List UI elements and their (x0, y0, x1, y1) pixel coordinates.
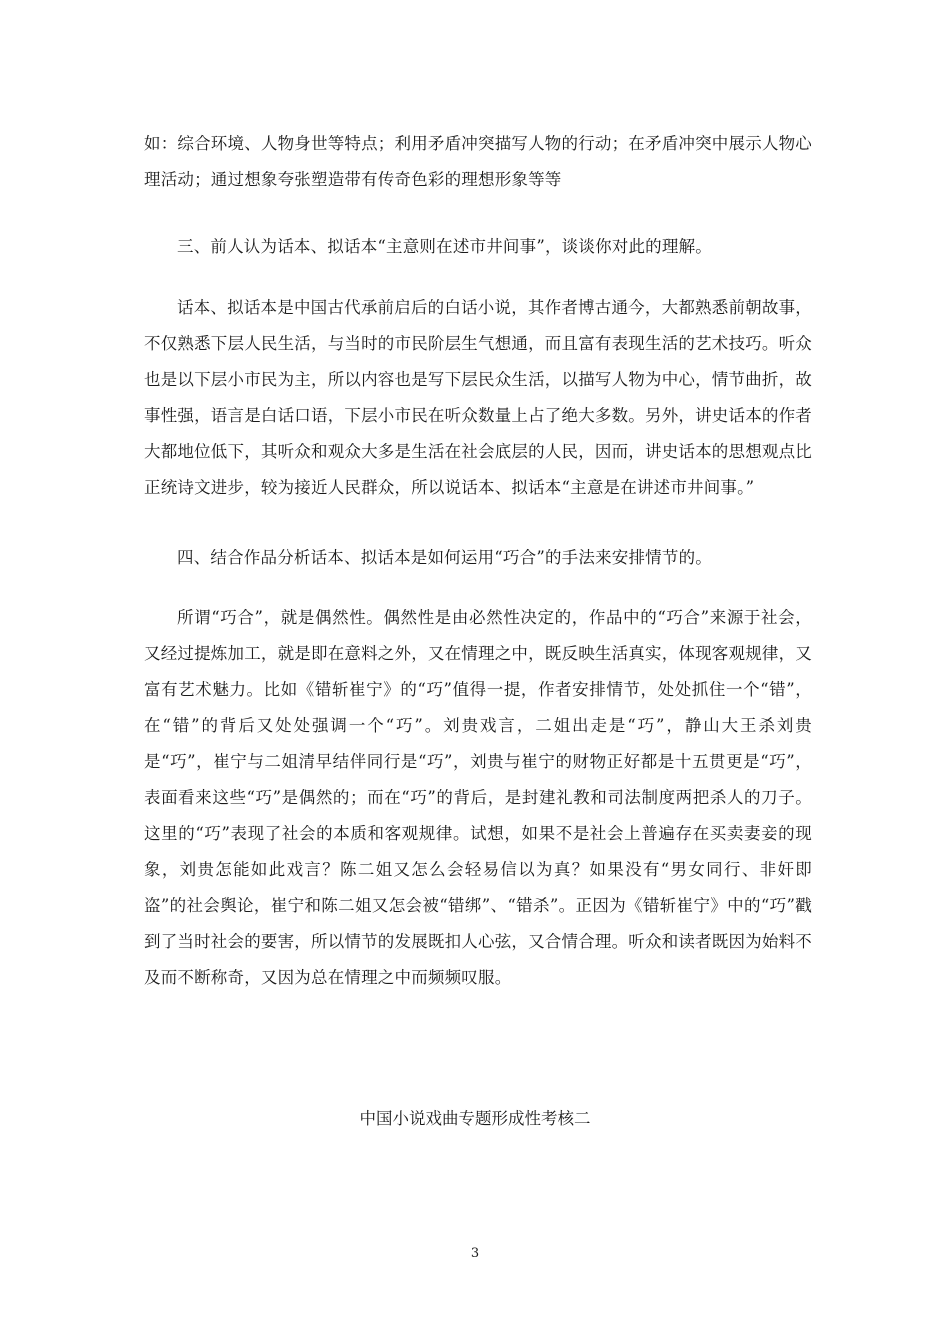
section-title: 中国小说戏曲专题形成性考核二 (359, 1109, 591, 1128)
answer-4-paragraph: 所谓“巧合”，就是偶然性。偶然性是由必然性决定的，作品中的“巧合”来源于社会，又经过提炼加工，就是即在意料之外，又在情理之中，既反映生活真实，体现客观规律，又富有艺术魅力。比如《错斩崔宁》的“巧”值得一提，作者安排情节，处处抓住一个“错”，在“错”的背后又处处强调一个“巧”。刘贵戏言，二姐出走是“巧”，静山大王杀刘贵是“巧”，崔宁与二姐清早结伴同行是“巧”，刘贵与崔宁的财物正好都是十五贯更是“巧”，表面看来这些“巧”是偶然的；而在“巧”的背后，是封建礼教和司法制度两把杀人的刀子。这里的“巧”表现了社会的本质和客观规律。试想，如果不是社会上普遍存在买卖妻妾的现象，刘贵怎能如此戏言？陈二姐又怎么会轻易信以为真？如果没有“男女同行、非奸即盗”的社会舆论，崔宁和陈二姐又怎会被“错绑”、“错杀”。正因为《错斩崔宁》中的“巧”戳到了当时社会的要害，所以情节的发展既扣人心弦，又合情合理。听众和读者既因为始料不及而不断称奇，又因为总在情理之中而频频叹服。 (144, 608, 812, 987)
answer-3-paragraph: 话本、拟话本是中国古代承前启后的白话小说，其作者博古通今，大都熟悉前朝故事，不仅熟悉下层人民生活，与当时的市民阶层生气想通，而且富有表现生活的艺术技巧。听众也是以下层小市民为主，所以内容也是写下层民众生活，以描写人物为中心，情节曲折，故事性强，语言是白话口语，下层小市民在听众数量上占了绝大多数。另外，讲史话本的作者大都地位低下，其听众和观众大多是生活在社会底层的人民，因而，讲史话本的思想观点比正统诗文进步，较为接近人民群众，所以说话本、拟话本“主意是在讲述市井间事。” (144, 298, 812, 497)
intro-paragraph: 如：综合环境、人物身世等特点；利用矛盾冲突描写人物的行动；在矛盾冲突中展示人物心理活动；通过想象夸张塑造带有传奇色彩的理想形象等等 (144, 134, 812, 189)
question-3-heading: 三、前人认为话本、拟话本“主意则在述市井间事”，谈谈你对此的理解。 (177, 237, 712, 256)
question-4-heading: 四、结合作品分析话本、拟话本是如何运用“巧合”的手法来安排情节的。 (177, 548, 712, 567)
page-number: 3 (470, 1246, 480, 1261)
